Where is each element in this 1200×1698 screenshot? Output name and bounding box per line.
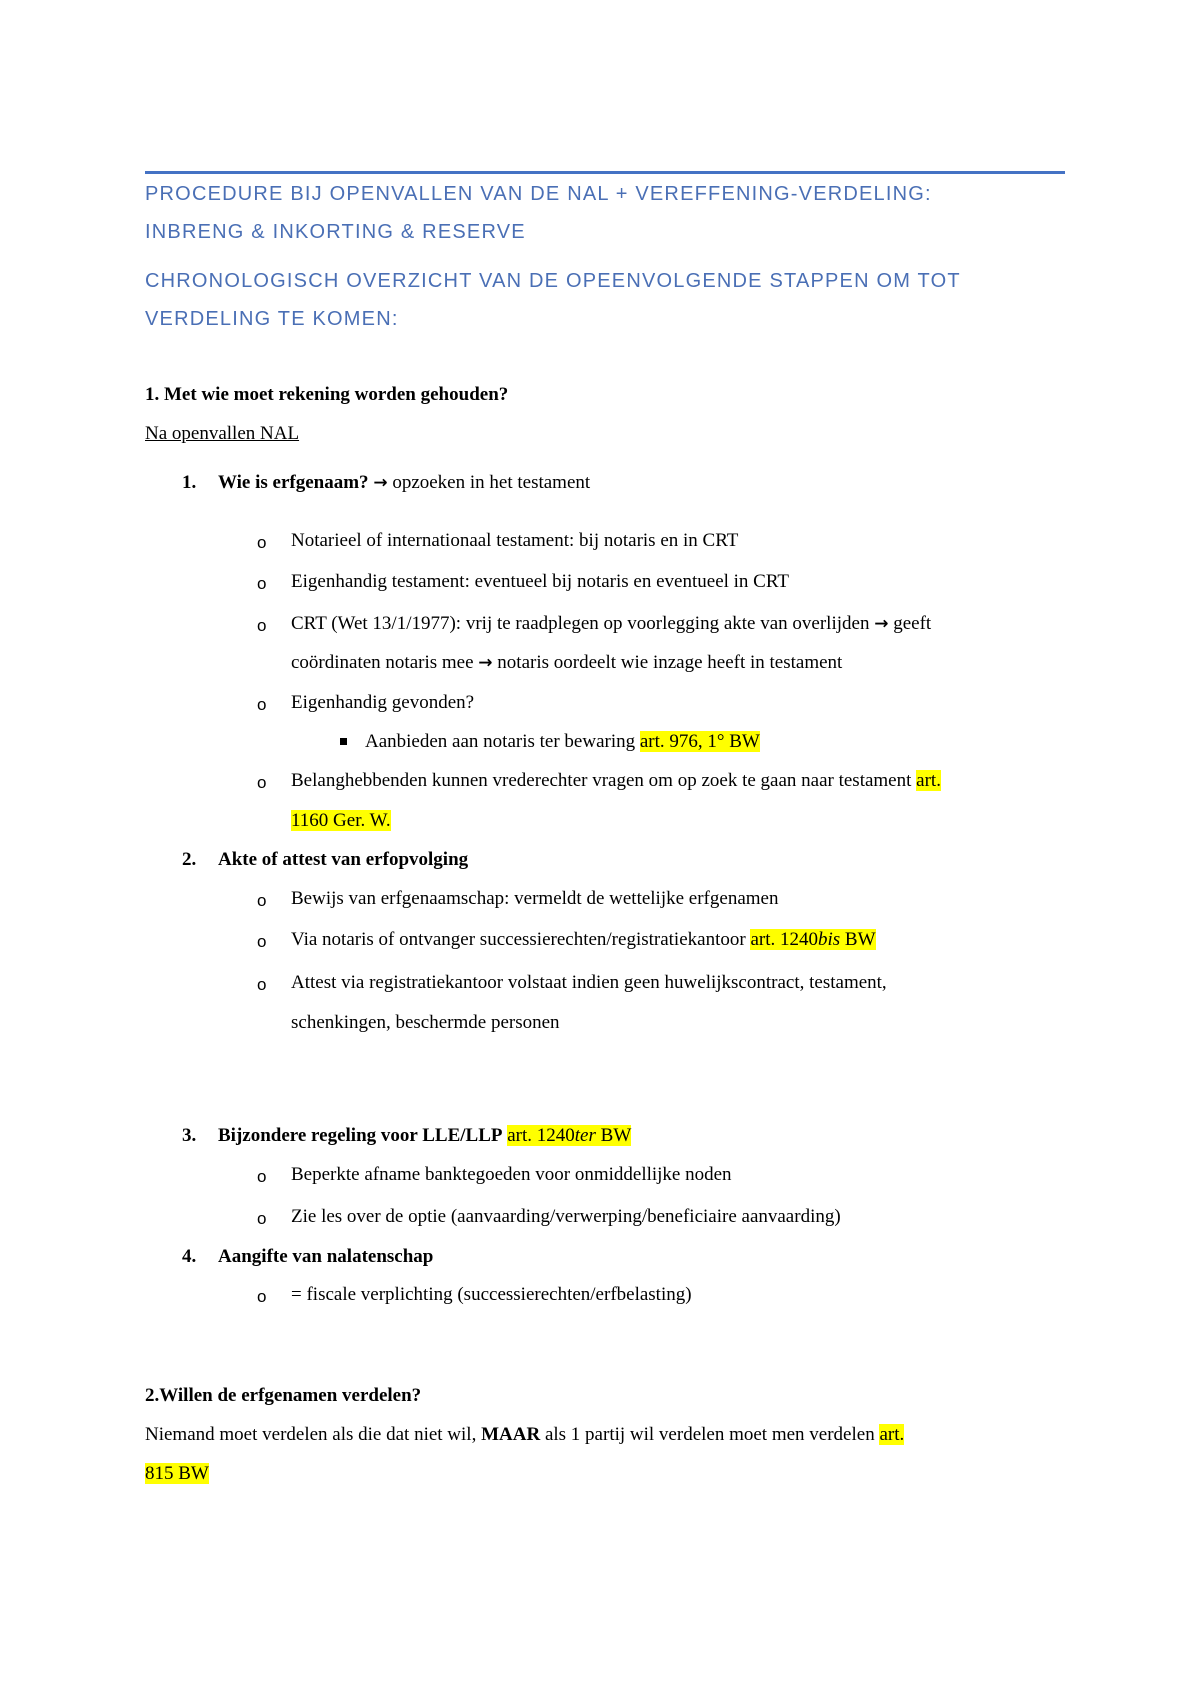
- text-emphasis: MAAR: [481, 1424, 541, 1445]
- circle-bullet-icon: o: [257, 773, 267, 792]
- item-1-bullet-5-line-2: [291, 809, 391, 833]
- legal-reference: art.: [879, 1424, 905, 1445]
- item-4-number: 4.: [182, 1246, 197, 1267]
- section-2-text-line-2: [145, 1462, 209, 1486]
- circle-bullet-icon: o: [257, 891, 267, 910]
- arrow-icon: →: [478, 653, 493, 673]
- item-1-sub-bullet: [365, 730, 760, 754]
- item-2-number: 2.: [182, 849, 197, 870]
- sub-bullet-text: Aanbieden aan notaris ter bewaring: [365, 731, 636, 752]
- circle-bullet-icon: o: [257, 1167, 267, 1186]
- item-1-bullet-4: Eigenhandig gevonden?: [291, 692, 475, 713]
- ref-part: art. 1240: [750, 929, 818, 950]
- item-3-heading: [218, 1124, 631, 1148]
- item-3-bullet-1: Beperkte afname banktegoeden voor onmiddellijke noden: [291, 1164, 732, 1185]
- bullet-3-text-d: notaris oordeelt wie inzage heeft in testament: [497, 652, 843, 673]
- item-1-bullet-2: Eigenhandig testament: eventueel bij notaris en eventueel in CRT: [291, 571, 789, 592]
- legal-reference: art.: [916, 770, 941, 791]
- title-line-2: INBRENG & INKORTING & RESERVE: [145, 221, 526, 243]
- legal-reference: [507, 1125, 631, 1146]
- item-4-title: Aangifte van nalatenschap: [218, 1246, 434, 1267]
- circle-bullet-icon: o: [257, 1287, 267, 1306]
- item-1-bullet-3-line-2: [291, 651, 842, 675]
- document-subtitle: [145, 262, 1075, 338]
- subtitle-line-1: CHRONOLOGISCH OVERZICHT VAN DE OPEENVOLGENDE STAPPEN OM TOT: [145, 270, 961, 292]
- legal-reference: art. 976, 1° BW: [639, 731, 760, 752]
- title-line-1: PROCEDURE BIJ OPENVALLEN VAN DE NAL + VEREFFENING-VERDELING:: [145, 183, 932, 205]
- arrow-icon: →: [874, 614, 889, 634]
- legal-reference: 815 BW: [145, 1463, 209, 1484]
- section-2-text-line-1: [145, 1423, 904, 1447]
- ref-part: art. 1240: [507, 1125, 575, 1146]
- item-3-title: Bijzondere regeling voor LLE/LLP: [218, 1125, 503, 1146]
- ref-italic: ter: [574, 1125, 596, 1146]
- text-part: Niemand moet verdelen als die dat niet wil,: [145, 1424, 477, 1445]
- circle-bullet-icon: o: [257, 1209, 267, 1228]
- square-bullet-icon: [340, 738, 347, 745]
- legal-reference: [750, 929, 875, 950]
- arrow-icon: →: [373, 473, 388, 493]
- item-2-bullet-3-line-2: schenkingen, beschermde personen: [291, 1012, 560, 1033]
- item-1-bullet-5-line-1: [291, 769, 941, 793]
- item-1-bullet-1: Notarieel of internationaal testament: bij notaris en in CRT: [291, 530, 739, 551]
- bullet-3-text-a: CRT (Wet 13/1/1977): vrij te raadplegen op voorlegging akte van overlijden: [291, 613, 870, 634]
- item-4-bullet-1: = fiscale verplichting (successierechten/erfbelasting): [291, 1284, 692, 1305]
- circle-bullet-icon: o: [257, 932, 267, 951]
- circle-bullet-icon: o: [257, 533, 267, 552]
- bullet-3-text-c: coördinaten notaris mee: [291, 652, 474, 673]
- heading-rule: [145, 171, 1065, 174]
- ref-part: BW: [595, 1125, 632, 1146]
- item-2-bullet-3-line-1: Attest via registratiekantoor volstaat indien geen huwelijkscontract, testament,: [291, 972, 887, 993]
- item-3-bullet-2: Zie les over de optie (aanvaarding/verwerping/beneficiaire aanvaarding): [291, 1206, 841, 1227]
- circle-bullet-icon: o: [257, 616, 267, 635]
- item-1-title: Wie is erfgenaam?: [218, 472, 369, 493]
- item-3-number: 3.: [182, 1125, 197, 1146]
- circle-bullet-icon: o: [257, 574, 267, 593]
- ref-italic: bis: [817, 929, 841, 950]
- item-1-bullet-3-line-1: [291, 612, 931, 636]
- section-1-subtitle: Na openvallen NAL: [145, 423, 300, 444]
- subtitle-line-2: VERDELING TE KOMEN:: [145, 308, 399, 330]
- document-title: [145, 175, 1075, 251]
- section-1-title: 1. Met wie moet rekening worden gehouden?: [145, 384, 509, 405]
- ref-part: BW: [840, 929, 876, 950]
- item-1-rest: opzoeken in het testament: [392, 472, 591, 493]
- item-2-bullet-1: Bewijs van erfgenaamschap: vermeldt de wettelijke erfgenamen: [291, 888, 779, 909]
- circle-bullet-icon: o: [257, 695, 267, 714]
- item-1-heading: [218, 471, 590, 495]
- legal-reference: 1160 Ger. W.: [291, 810, 391, 831]
- bullet-text: Via notaris of ontvanger successierechten/registratiekantoor: [291, 929, 746, 950]
- text-part: als 1 partij wil verdelen moet men verdelen: [544, 1424, 875, 1445]
- bullet-5-text: Belanghebbenden kunnen vrederechter vragen om op zoek te gaan naar testament: [291, 770, 912, 791]
- item-2-title: Akte of attest van erfopvolging: [218, 849, 469, 870]
- circle-bullet-icon: o: [257, 975, 267, 994]
- section-2-title: 2.Willen de erfgenamen verdelen?: [145, 1385, 422, 1406]
- bullet-3-text-b: geeft: [893, 613, 932, 634]
- item-1-number: 1.: [182, 472, 197, 493]
- item-2-bullet-2: [291, 928, 876, 952]
